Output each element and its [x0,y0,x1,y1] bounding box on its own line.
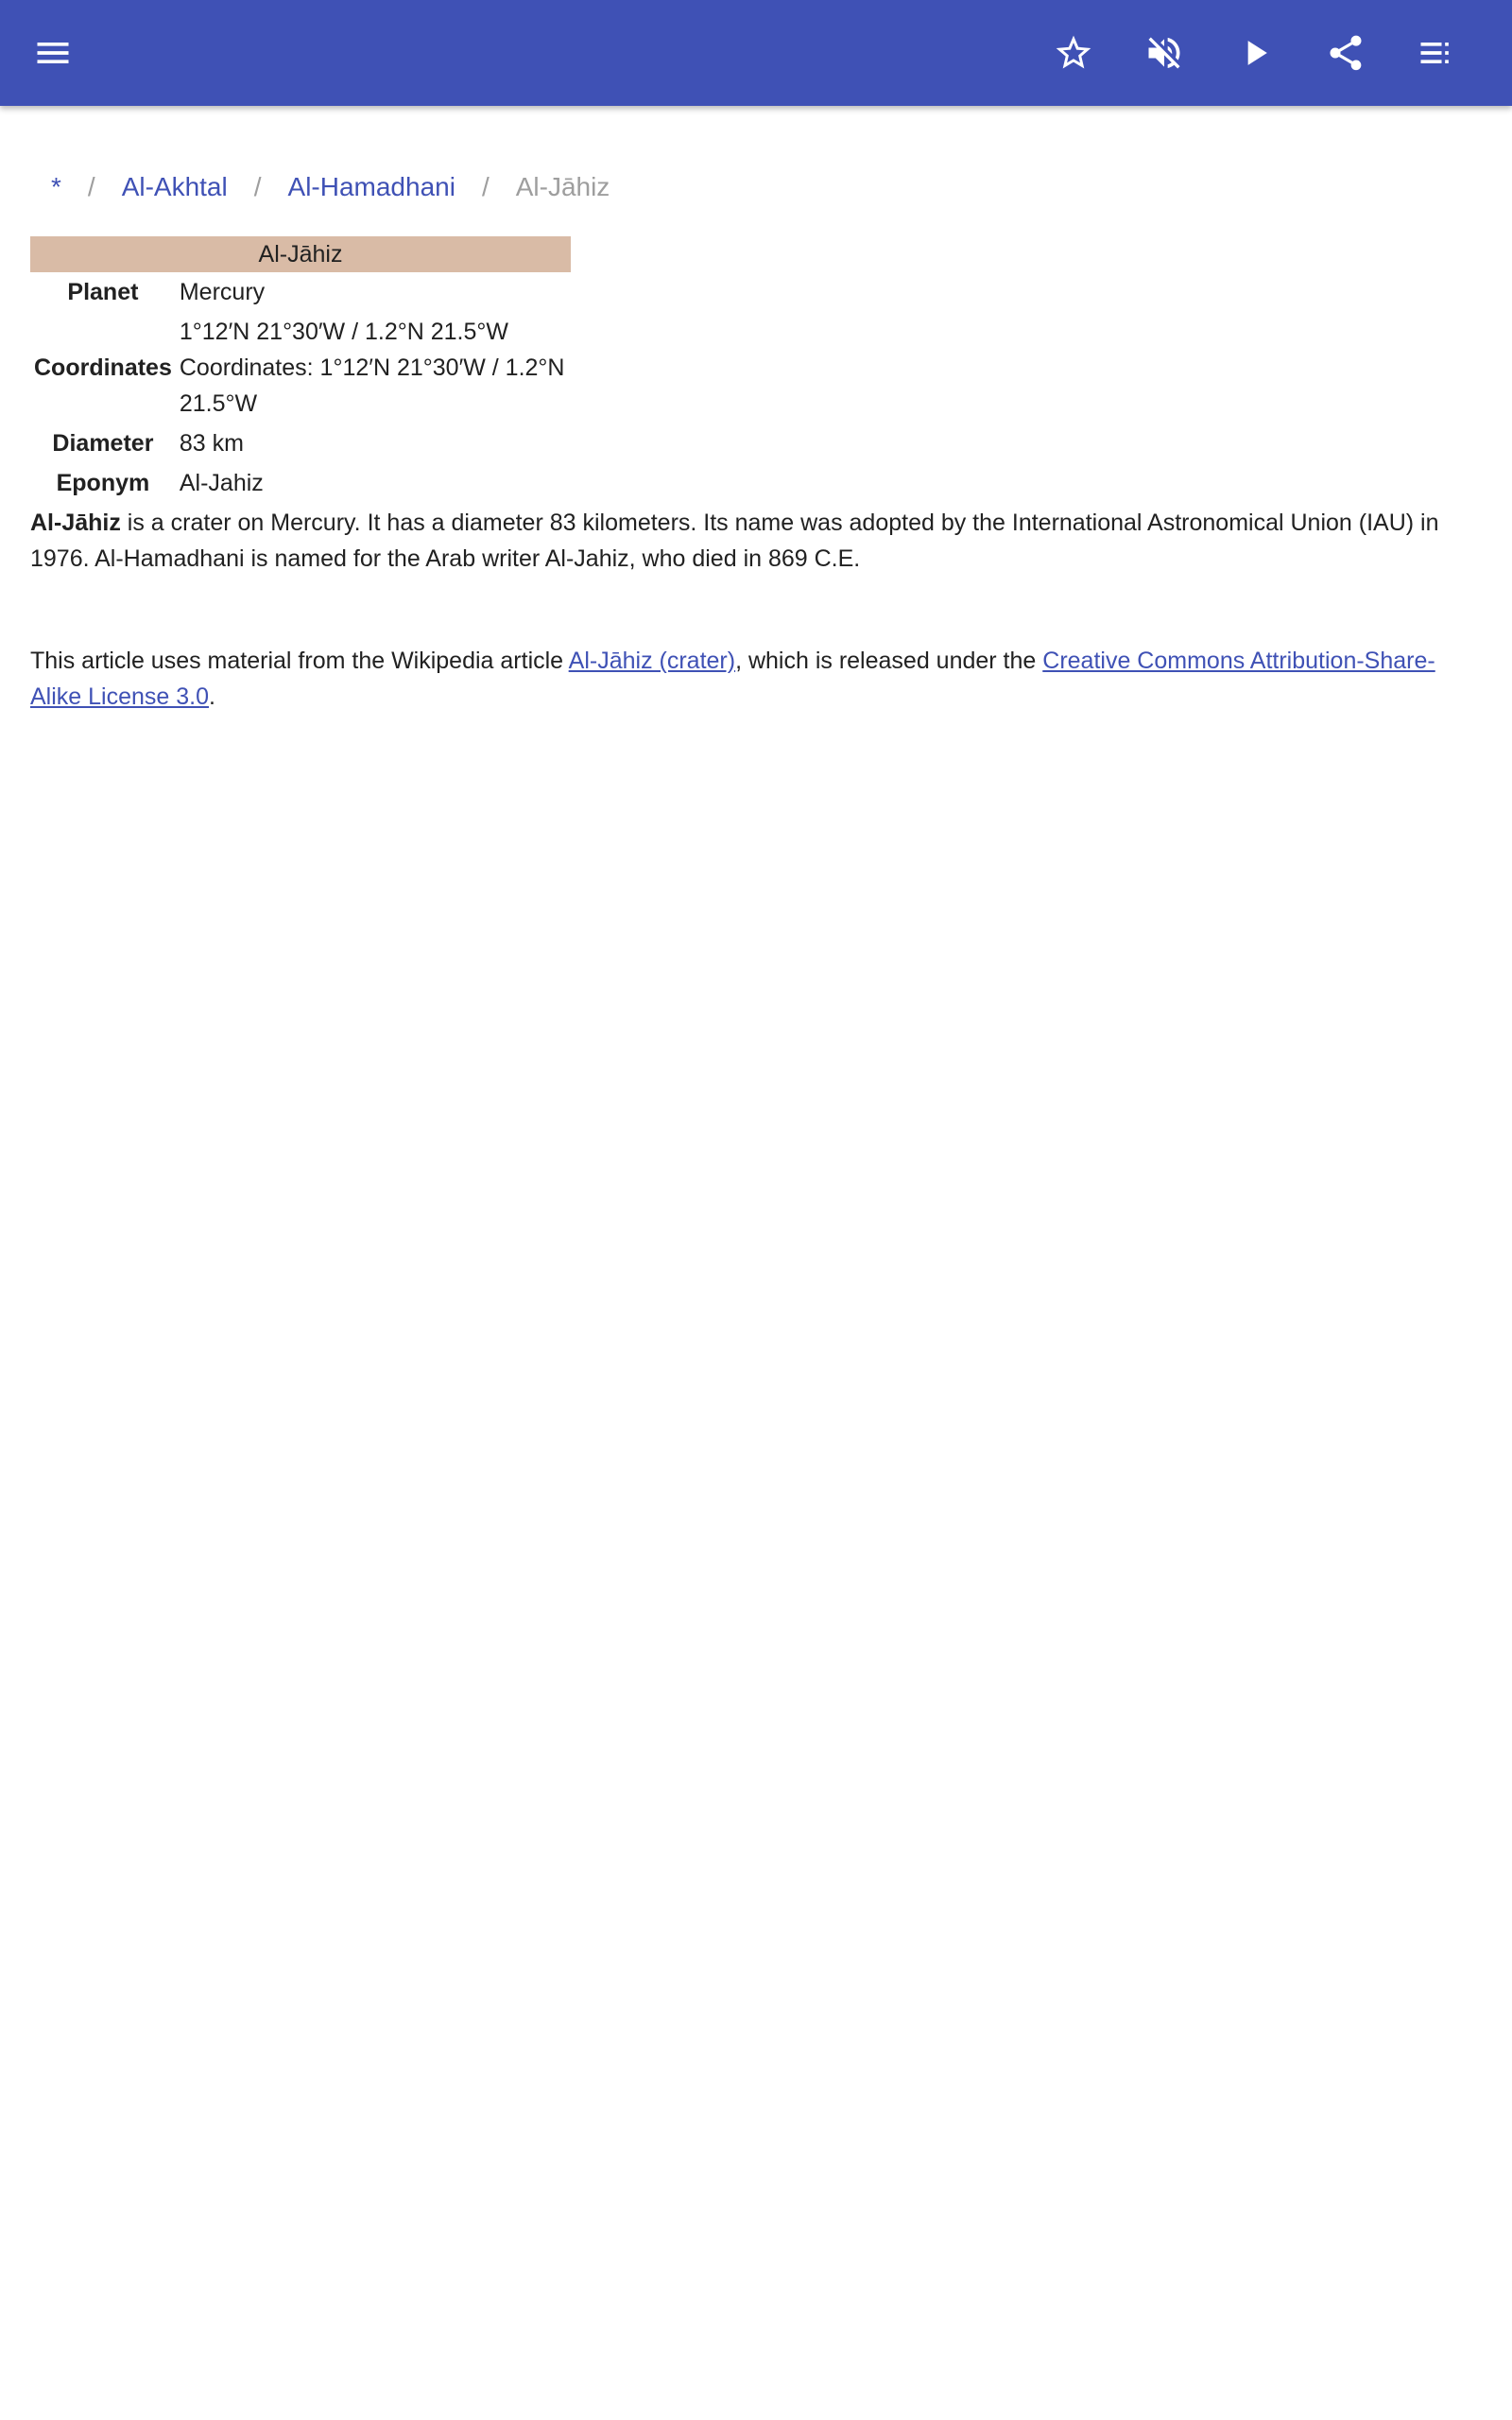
infobox-row-planet [30,272,571,312]
breadcrumb [30,168,1482,206]
infobox-value [176,312,571,424]
infobox-value: Al-Jahiz [179,470,264,496]
license-link[interactable]: Creative Commons Attribution-Share-Alike License 3.0 [30,648,1435,710]
coordinates-line-full: Coordinates: 1°12′N 21°30′W / 1.2°N 21.5°W [179,354,565,417]
menu-icon [32,32,74,74]
attribution-middle: , which is released under the [735,648,1043,674]
breadcrumb-current: Al-Jāhiz [515,172,610,201]
infobox-label: Diameter [52,430,154,457]
breadcrumb-home[interactable]: * [51,172,61,201]
article-paragraph [30,505,1482,577]
infobox-label: Eponym [56,470,150,496]
infobox-label: Coordinates [34,354,172,381]
source-article-link[interactable]: Al-Jāhiz (crater) [568,648,736,674]
share-icon [1325,32,1366,74]
attribution-paragraph [30,643,1482,715]
infobox-row-coordinates [30,312,571,424]
play-button[interactable] [1225,23,1285,83]
volume-off-icon [1143,32,1185,74]
star-outline-icon [1053,32,1094,74]
infobox-row-eponym [30,463,571,503]
breadcrumb-al-hamadhani[interactable]: Al-Hamadhani [287,172,455,201]
coordinates-line: 1°12′N 21°30′W / 1.2°N 21.5°W [179,319,508,345]
infobox [30,236,571,503]
infobox-title: Al-Jāhiz [30,236,571,272]
attribution-suffix: . [209,683,215,710]
breadcrumb-al-akhtal[interactable]: Al-Akhtal [121,172,228,201]
breadcrumb-separator: / [253,172,262,201]
article-text: is a crater on Mercury. It has a diameter 83 kilometers. Its name was adopted by the International Astronomical Union (IAU) in 1976. Al-Hamadhani is named for the Arab writer Al-Jahiz, who died in 869 C.E. [30,510,1439,572]
playlist-button[interactable] [1406,23,1467,83]
attribution-prefix: This article uses material from the Wikipedia article [30,648,569,674]
infobox-value: Mercury [179,279,266,305]
favorite-button[interactable] [1043,23,1104,83]
breadcrumb-separator: / [481,172,490,201]
infobox-row-diameter [30,424,571,463]
play-icon [1234,32,1276,74]
share-button[interactable] [1315,23,1376,83]
menu-button[interactable] [23,23,83,83]
article-bold-term: Al-Jāhiz [30,510,121,536]
main-content [30,106,1482,738]
mute-button[interactable] [1134,23,1194,83]
infobox-label: Planet [67,279,139,305]
app-bar [0,0,1512,106]
infobox-value: 83 km [179,430,244,457]
breadcrumb-separator: / [87,172,95,201]
playlist-icon [1416,32,1457,74]
